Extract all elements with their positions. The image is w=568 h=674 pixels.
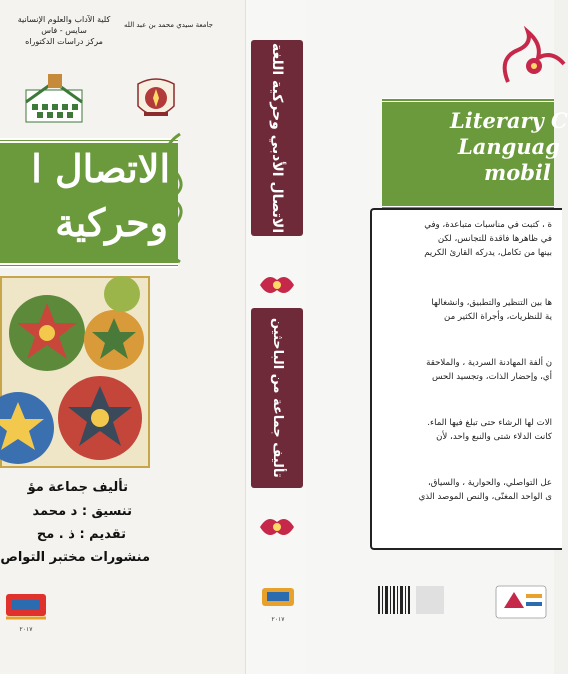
back-top-ornament-icon (498, 28, 568, 92)
front-title-line-1: الاتصال ا (31, 146, 170, 191)
spine-authors: تأليف جماعة من الباحثين (270, 318, 285, 478)
spine-publisher-logo (258, 586, 298, 623)
islamic-star-pattern-icon (2, 278, 148, 466)
faculty-name (4, 14, 124, 47)
spine-ornament-icon (258, 270, 296, 300)
barcode-icon (376, 584, 446, 618)
spine-title-band (251, 40, 303, 236)
english-title-line-2: Languag (458, 134, 560, 159)
front-author-line-1: تأليف جماعة مؤ (27, 480, 128, 495)
spine-title: الاتصال الأدبي وحركية اللغة (269, 42, 285, 234)
description-paragraph-5: عل التواصلي، والحوارية ، والسياق، ى الواحد المغنّى، والنص الموصد الذي (418, 478, 552, 502)
description-paragraph-1: ة ، كتبت في مناسبات متباعدة، وفي في ظاهرها فاقدة للتجانس، لكن بينها من تكامل، يدركه القارئ الكريم (424, 220, 552, 258)
faculty-line-2: سايس - فاس (41, 26, 87, 35)
publisher-logo-icon (2, 592, 50, 622)
back-description-box (370, 208, 562, 550)
front-author-line-2: تنسيق : د محمد (32, 504, 132, 519)
university-name: جامعة سيدي محمد بن عبد الله (124, 21, 213, 29)
faculty-line-1: كلية الآداب والعلوم الإنسانية (17, 15, 111, 24)
spine-publisher-icon (258, 586, 298, 612)
front-mosaic-artwork (0, 276, 150, 468)
english-title-line-1: Literary C (450, 108, 568, 133)
description-paragraph-3: ن ألفة المهادنة السردية ، والملاحقة أي، وإحضار الذات، وتجسيد الحس (426, 358, 552, 382)
spine-authors-band (251, 308, 303, 488)
description-paragraph-2: ها بين التنظير والتطبيق، وانشغالها ية للنظريات، وأجراة الكثير من (431, 298, 552, 322)
back-publisher-logo-icon (494, 584, 548, 620)
front-title-line-2: وحركية (55, 200, 168, 245)
description-paragraph-4: الات لها الرشاء حتى تبلغ فيها الماء. كانت الدلاء شتى والنبع واحد، لأن (427, 418, 552, 442)
university-seal-icon (134, 76, 178, 124)
spine-year: ٢٠١٧ (271, 616, 285, 623)
spine-bottom-ornament-icon (258, 512, 296, 542)
english-title-line-3: mobil (484, 160, 551, 185)
front-publisher-logo (2, 592, 50, 640)
front-author-line-3: تقديم : ذ . مح (36, 527, 126, 542)
faculty-logo-icon (24, 72, 84, 124)
front-publisher-year: ٢٠١٧ (19, 626, 33, 633)
front-author-line-4: منشورات مختبر التواص (0, 550, 150, 565)
faculty-line-3: مركز دراسات الدكتوراه (25, 37, 103, 46)
